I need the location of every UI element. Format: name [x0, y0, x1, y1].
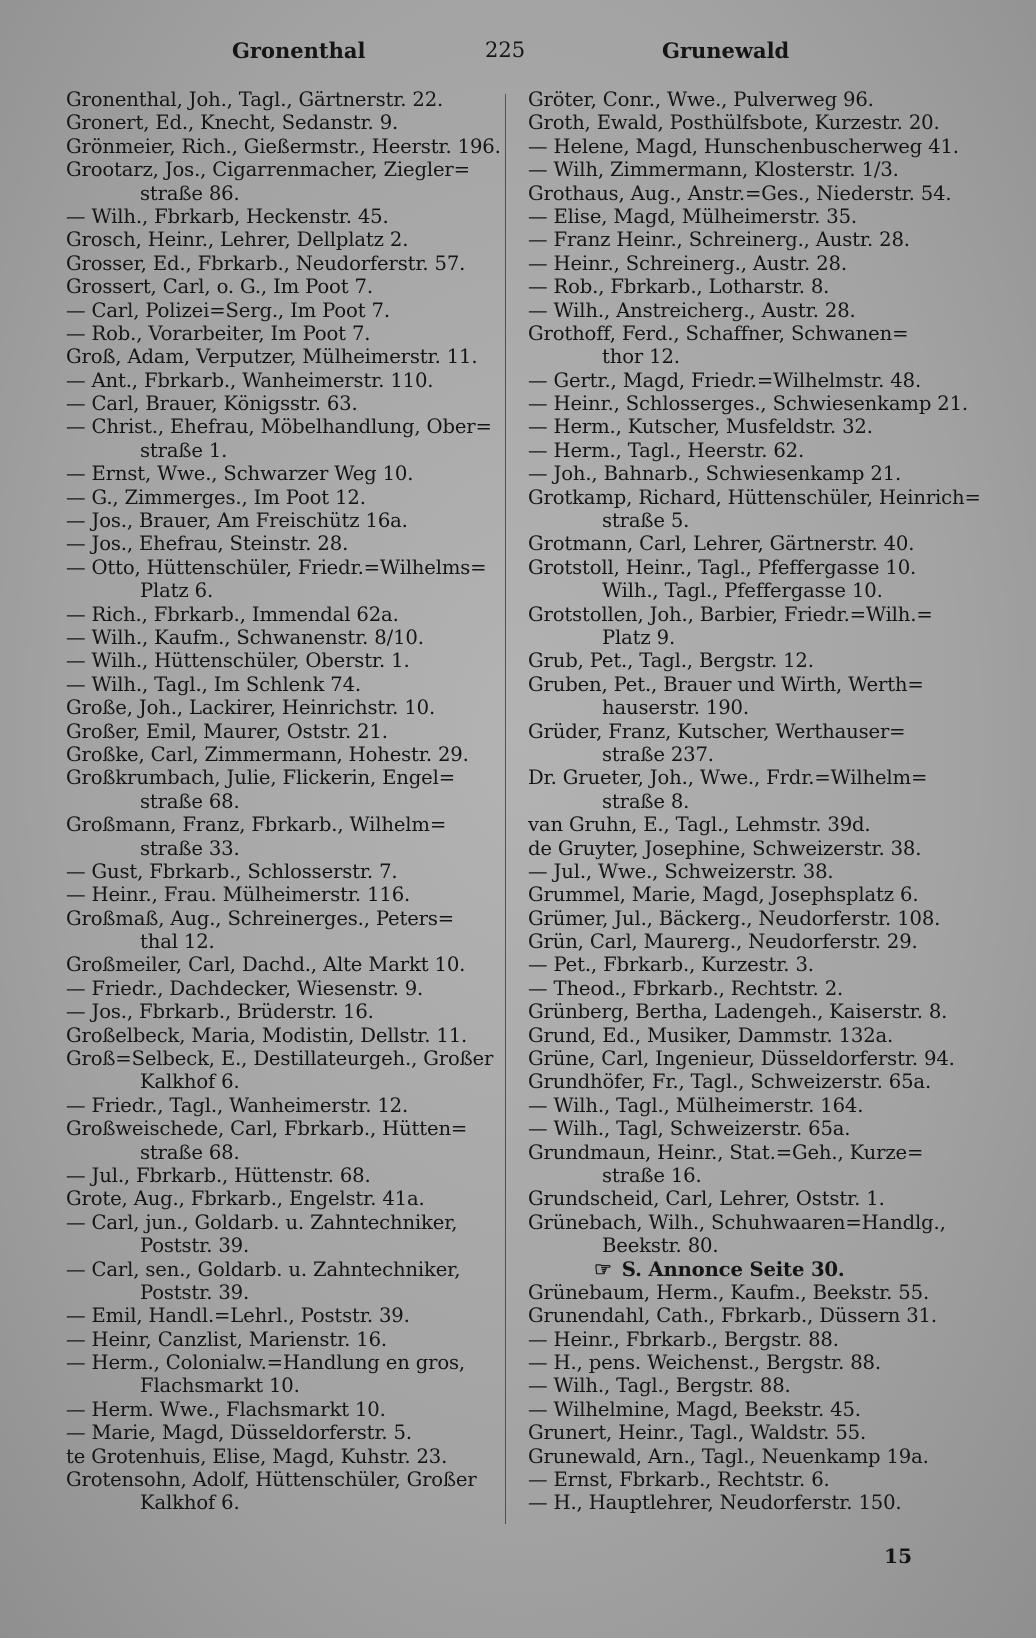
entry-text: Grüne, Carl, Ingenieur, Düsseldorferstr. 94.: [528, 1047, 955, 1071]
entry-text: straße 237.: [602, 742, 714, 766]
entry-text: Kalkhof 6.: [140, 1491, 240, 1515]
directory-entry-line: [528, 1070, 960, 1093]
entry-text: — Jos., Brauer, Am Freischütz 16a.: [66, 509, 408, 533]
entry-text: — Rob., Fbrkarb., Lotharstr. 8.: [528, 275, 830, 299]
entry-text: — Emil, Handl.=Lehrl., Poststr. 39.: [66, 1304, 410, 1328]
directory-entry-line: [528, 1304, 960, 1327]
directory-entry-line: [66, 1304, 498, 1327]
entry-text: thor 12.: [602, 345, 680, 369]
entry-text: — Carl, jun., Goldarb. u. Zahntechniker,: [66, 1210, 458, 1234]
entry-text: Gröter, Conr., Wwe., Pulverweg 96.: [528, 88, 874, 111]
directory-entry-line: [528, 1328, 960, 1351]
entry-text: — Rob., Vorarbeiter, Im Poot 7.: [66, 321, 371, 345]
entry-text: — Theod., Fbrkarb., Rechtstr. 2.: [528, 976, 844, 1000]
entry-text: — Jos., Ehefrau, Steinstr. 28.: [66, 532, 349, 556]
entry-text: Grub, Pet., Tagl., Bergstr. 12.: [528, 649, 814, 673]
entry-text: Grüder, Franz, Kutscher, Werthauser=: [528, 719, 906, 743]
directory-entry-line: [528, 837, 960, 860]
directory-entry-line: [66, 415, 498, 438]
directory-entry-line: [66, 790, 498, 813]
directory-entry-line: [66, 134, 501, 158]
entry-text: de Gruyter, Josephine, Schweizerstr. 38.: [528, 836, 922, 860]
directory-entry-line: [528, 1024, 960, 1047]
directory-entry-line: [528, 322, 960, 345]
directory-entry-line: [528, 860, 960, 883]
directory-entry-line: [66, 299, 498, 322]
directory-entry-line: [528, 953, 960, 976]
directory-entry-line: [66, 111, 498, 134]
directory-entry-line: [528, 345, 960, 368]
entry-text: — Heinr, Canzlist, Marienstr. 16.: [66, 1327, 387, 1351]
entry-text: — Gertr., Magd, Friedr.=Wilhelmstr. 48.: [528, 368, 922, 392]
entry-text: Grosser, Ed., Fbrkarb., Neudorferstr. 57.: [66, 251, 466, 275]
entry-text: Grunendahl, Cath., Fbrkarb., Düssern 31.: [528, 1304, 937, 1328]
directory-entry-line: [66, 462, 498, 485]
directory-entry-line: [66, 509, 498, 532]
directory-entry-line: [66, 673, 498, 696]
directory-entry-line: [528, 790, 960, 813]
entry-text: — H., pens. Weichenst., Bergstr. 88.: [528, 1351, 881, 1375]
directory-entry-line: [66, 930, 498, 953]
entry-text: Grund, Ed., Musiker, Dammstr. 132a.: [528, 1023, 894, 1047]
entry-text: — Joh., Bahnarb., Schwiesenkamp 21.: [528, 462, 902, 486]
directory-entry-line: [528, 649, 960, 672]
directory-entry-line: [66, 1421, 498, 1444]
directory-entry-line: [66, 743, 498, 766]
directory-entry-line: [66, 1164, 498, 1187]
entry-text: Grootarz, Jos., Cigarrenmacher, Ziegler=: [66, 158, 470, 182]
directory-entry-line: [528, 1164, 960, 1187]
entry-text: Flachsmarkt 10.: [140, 1374, 300, 1398]
directory-entry-line: [528, 439, 960, 462]
directory-entry-line: [528, 392, 969, 416]
directory-entry-line: [66, 1117, 498, 1140]
directory-entry-line: [66, 182, 498, 205]
entry-text: Grünebaum, Herm., Kaufm., Beekstr. 55.: [528, 1280, 930, 1304]
entry-text: Großmeiler, Carl, Dachd., Alte Markt 10.: [66, 953, 466, 977]
entry-text: — Ernst, Wwe., Schwarzer Weg 10.: [66, 462, 414, 486]
entry-text: — Wilh, Zimmermann, Klosterstr. 1/3.: [528, 158, 899, 182]
directory-entry-line: [66, 953, 498, 976]
entry-text: Großmann, Franz, Fbrkarb., Wilhelm=: [66, 813, 447, 837]
entry-text: — Jul., Wwe., Schweizerstr. 38.: [528, 859, 834, 883]
directory-entry-line: [66, 1024, 498, 1047]
entry-text: — Herm., Kutscher, Musfeldstr. 32.: [528, 415, 873, 439]
directory-entry-line: [66, 345, 498, 368]
entry-text: — Wilh., Fbrkarb, Heckenstr. 45.: [66, 204, 389, 228]
directory-entry-line: [66, 1211, 498, 1234]
directory-entry-line: [66, 1234, 498, 1257]
right-column: [528, 88, 981, 1515]
directory-entry-line: [528, 135, 960, 158]
directory-entry-line: [528, 1351, 960, 1374]
directory-entry-line: [66, 1187, 498, 1210]
entry-text: Beekstr. 80.: [602, 1234, 719, 1258]
directory-entry-line: [66, 603, 498, 626]
entry-text: — Wilh., Kaufm., Schwanenstr. 8/10.: [66, 625, 424, 649]
directory-entry-line: [66, 883, 498, 906]
entry-text: — Heinr., Schreinerg., Austr. 28.: [528, 251, 847, 275]
directory-entry-line: [66, 860, 498, 883]
directory-entry-line: [528, 1421, 960, 1444]
entry-text: Platz 9.: [602, 625, 676, 649]
entry-text: — Rich., Fbrkarb., Immendal 62a.: [66, 602, 399, 626]
entry-text: straße 33.: [140, 836, 240, 860]
directory-entry-line: [528, 626, 960, 649]
entry-text: Gruben, Pet., Brauer und Wirth, Werth=: [528, 672, 924, 696]
entry-text: Grunewald, Arn., Tagl., Neuenkamp 19a.: [528, 1444, 929, 1468]
directory-entry-line: [66, 158, 498, 181]
entry-text: Grummel, Marie, Magd, Josephsplatz 6.: [528, 883, 919, 907]
directory-entry-line: [528, 182, 960, 205]
entry-text: — Pet., Fbrkarb., Kurzestr. 3.: [528, 953, 814, 977]
directory-entry-line: [528, 1445, 960, 1468]
header-right-keyword: Grunewald: [662, 38, 790, 63]
entry-text: Grundscheid, Carl, Lehrer, Oststr. 1.: [528, 1187, 885, 1211]
entry-text: Grote, Aug., Fbrkarb., Engelstr. 41a.: [66, 1187, 425, 1211]
directory-entry-line: [66, 813, 498, 836]
directory-entry-line: [528, 1234, 960, 1257]
directory-entry-line: [66, 486, 498, 509]
sheet-signature: 15: [884, 1544, 912, 1568]
directory-entry-line: [66, 1468, 498, 1491]
directory-entry-line: [528, 369, 960, 392]
entry-text: — Wilh., Anstreicherg., Austr. 28.: [528, 298, 856, 322]
directory-entry-line: [528, 252, 960, 275]
entry-text: — Wilh., Hüttenschüler, Oberstr. 1.: [66, 649, 410, 673]
entry-text: Großkrumbach, Julie, Flickerin, Engel=: [66, 766, 455, 790]
entry-text: — Friedr., Dachdecker, Wiesenstr. 9.: [66, 976, 424, 1000]
directory-entry-line: [66, 1000, 498, 1023]
directory-entry-line: [528, 88, 960, 111]
directory-entry-line: [66, 579, 498, 602]
directory-entry-line: [528, 696, 960, 719]
entry-text: Grundhöfer, Fr., Tagl., Schweizerstr. 65a.: [528, 1070, 932, 1094]
directory-entry-line: [66, 1351, 498, 1374]
directory-entry-line: [528, 1000, 960, 1023]
directory-entry-line: [528, 603, 960, 626]
entry-text: — Wilh., Tagl., Im Schlenk 74.: [66, 672, 361, 696]
directory-entry-line: [66, 626, 498, 649]
directory-entry-line: [66, 322, 498, 345]
directory-entry-line: [66, 228, 498, 251]
entry-text: thal 12.: [140, 930, 215, 954]
directory-entry-line: [66, 392, 498, 415]
entry-text: — Helene, Magd, Hunschenbuscherweg 41.: [528, 134, 959, 158]
directory-entry-line: [66, 1070, 498, 1093]
entry-text: Grönmeier, Rich., Gießermstr., Heerstr. 196.: [66, 134, 501, 158]
entry-text: Grotkamp, Richard, Hüttenschüler, Heinrich=: [528, 485, 981, 509]
entry-text: — Elise, Magd, Mülheimerstr. 35.: [528, 204, 857, 228]
entry-text: Grümer, Jul., Bäckerg., Neudorferstr. 108.: [528, 906, 941, 930]
directory-entry-line: [66, 205, 498, 228]
directory-entry-line: [528, 556, 960, 579]
entry-text: — Carl, Polizei=Serg., Im Poot 7.: [66, 298, 390, 322]
directory-entry-line: [528, 1398, 960, 1421]
directory-entry-line: [528, 883, 960, 906]
entry-text: straße 86.: [140, 181, 240, 205]
entry-text: — Jul., Fbrkarb., Hüttenstr. 68.: [66, 1163, 371, 1187]
directory-entry-line: [66, 1258, 498, 1281]
entry-text: straße 5.: [602, 509, 690, 533]
entry-text: — Ernst, Fbrkarb., Rechtstr. 6.: [528, 1468, 830, 1492]
entry-text: hauserstr. 190.: [602, 696, 749, 720]
entry-text: van Gruhn, E., Tagl., Lehmstr. 39d.: [528, 813, 871, 837]
directory-entry-line: [66, 1491, 498, 1514]
entry-text: — Heinr., Schlosserges., Schwiesenkamp 21.: [528, 392, 969, 416]
entry-text: straße 68.: [140, 1140, 240, 1164]
directory-entry-line: [66, 1374, 498, 1397]
entry-text: straße 68.: [140, 789, 240, 813]
directory-entry-line: [66, 1047, 498, 1070]
directory-entry-line: [66, 1328, 498, 1351]
entry-text: — Friedr., Tagl., Wanheimerstr. 12.: [66, 1093, 409, 1117]
entry-text: — Herm., Colonialw.=Handlung en gros,: [66, 1351, 466, 1375]
entry-text: Großer, Emil, Maurer, Oststr. 21.: [66, 719, 388, 743]
entry-text: — Gust, Fbrkarb., Schlosserstr. 7.: [66, 859, 398, 883]
directory-entry-line: [66, 532, 498, 555]
directory-entry-line: [66, 649, 498, 672]
entry-text: Kalkhof 6.: [140, 1070, 240, 1094]
directory-entry-line: [528, 228, 960, 251]
directory-entry-line: [528, 532, 960, 555]
left-column: [66, 88, 501, 1515]
header-left-keyword: Gronenthal: [232, 38, 366, 63]
entry-text: Grundmaun, Heinr., Stat.=Geh., Kurze=: [528, 1140, 924, 1164]
directory-entry-line: [528, 111, 960, 134]
directory-entry-line: [66, 439, 498, 462]
entry-text: — Heinr., Fbrkarb., Bergstr. 88.: [528, 1327, 839, 1351]
directory-entry-line: [528, 1211, 960, 1234]
entry-text: Großelbeck, Maria, Modistin, Dellstr. 11.: [66, 1023, 468, 1047]
directory-entry-line: [528, 1491, 960, 1514]
entry-text: — Wilh., Tagl, Schweizerstr. 65a.: [528, 1117, 851, 1141]
entry-text: — Herm. Wwe., Flachsmarkt 10.: [66, 1397, 386, 1421]
directory-entry-line: [528, 1468, 960, 1491]
directory-entry-line: [528, 205, 960, 228]
directory-entry-line: [528, 158, 960, 181]
entry-text: — Wilh., Tagl., Bergstr. 88.: [528, 1374, 791, 1398]
directory-entry-line: [66, 696, 498, 719]
directory-entry-line: [528, 275, 960, 298]
entry-text: Grothoff, Ferd., Schaffner, Schwanen=: [528, 321, 909, 345]
directory-entry-line: [528, 462, 960, 485]
directory-entry-line: [528, 743, 960, 766]
entry-text: Grünebach, Wilh., Schuhwaaren=Handlg.,: [528, 1210, 946, 1234]
directory-entry-line: [66, 1281, 498, 1304]
entry-text: — Herm., Tagl., Heerstr. 62.: [528, 438, 805, 462]
directory-entry-line: [528, 485, 981, 509]
directory-entry-line: [528, 813, 960, 836]
entry-text: — Marie, Magd, Düsseldorferstr. 5.: [66, 1421, 412, 1445]
directory-entry-line: [528, 673, 960, 696]
entry-text: Grossert, Carl, o. G., Im Poot 7.: [66, 275, 373, 299]
directory-entry-line: [528, 1047, 960, 1070]
entry-text: — Christ., Ehefrau, Möbelhandlung, Ober=: [66, 415, 492, 439]
directory-entry-line: [528, 1374, 960, 1397]
entry-text: Großke, Carl, Zimmermann, Hohestr. 29.: [66, 742, 469, 766]
entry-text: — G., Zimmerges., Im Poot 12.: [66, 485, 366, 509]
directory-entry-line: [66, 1398, 498, 1421]
directory-entry-line: [528, 907, 960, 930]
directory-entry-line: [66, 556, 498, 579]
directory-entry-line: [528, 415, 960, 438]
directory-entry-line: [528, 930, 960, 953]
entry-text: Großmaß, Aug., Schreinerges., Peters=: [66, 906, 455, 930]
entry-text: Grotmann, Carl, Lehrer, Gärtnerstr. 40.: [528, 532, 915, 556]
entry-text: Große, Joh., Lackirer, Heinrichstr. 10.: [66, 696, 436, 720]
directory-entry-line: [528, 1187, 960, 1210]
column-divider: [505, 94, 506, 1524]
entry-text: — Carl, sen., Goldarb. u. Zahntechniker,: [66, 1257, 461, 1281]
directory-entry-line: [528, 299, 960, 322]
directory-entry-line: [528, 579, 960, 602]
directory-entry-line: [66, 1445, 498, 1468]
entry-text: — Wilhelmine, Magd, Beekstr. 45.: [528, 1397, 861, 1421]
entry-text: Grothaus, Aug., Anstr.=Ges., Niederstr. 54.: [528, 181, 952, 205]
directory-entry-line: [528, 1281, 960, 1304]
entry-text: Groth, Ewald, Posthülfsbote, Kurzestr. 20.: [528, 111, 940, 135]
directory-entry-line: [66, 369, 498, 392]
entry-text: — Franz Heinr., Schreinerg., Austr. 28.: [528, 228, 910, 252]
entry-text: straße 1.: [140, 438, 228, 462]
entry-text: straße 16.: [602, 1163, 702, 1187]
entry-text: Grunert, Heinr., Tagl., Waldstr. 55.: [528, 1421, 867, 1445]
entry-text: — Ant., Fbrkarb., Wanheimerstr. 110.: [66, 368, 434, 392]
annonce-reference: [528, 1258, 960, 1281]
entry-text: — H., Hauptlehrer, Neudorferstr. 150.: [528, 1491, 902, 1515]
entry-text: Grün, Carl, Maurerg., Neudorferstr. 29.: [528, 930, 918, 954]
directory-entry-line: [66, 252, 498, 275]
directory-entry-line: [66, 977, 498, 1000]
directory-entry-line: [66, 1094, 498, 1117]
pointing-hand-icon: ☞: [594, 1256, 612, 1281]
directory-entry-line: [66, 907, 498, 930]
entry-text: Großweischede, Carl, Fbrkarb., Hütten=: [66, 1117, 468, 1141]
entry-text: Platz 6.: [140, 579, 214, 603]
directory-entry-line: [528, 977, 960, 1000]
entry-text: — Otto, Hüttenschüler, Friedr.=Wilhelms=: [66, 555, 487, 579]
entry-text: Gronenthal, Joh., Tagl., Gärtnerstr. 22.: [66, 88, 444, 111]
entry-text: Grünberg, Bertha, Ladengeh., Kaiserstr. 8.: [528, 1000, 948, 1024]
entry-text: Grotensohn, Adolf, Hüttenschüler, Großer: [66, 1468, 477, 1492]
directory-entry-line: [66, 720, 498, 743]
entry-text: S. Annonce Seite 30.: [621, 1257, 845, 1281]
entry-text: Grotstollen, Joh., Barbier, Friedr.=Wilh.=: [528, 602, 933, 626]
directory-entry-line: [528, 1117, 960, 1140]
entry-text: straße 8.: [602, 789, 690, 813]
entry-text: Gronert, Ed., Knecht, Sedanstr. 9.: [66, 111, 399, 135]
directory-entry-line: [528, 1094, 960, 1117]
entry-text: Wilh., Tagl., Pfeffergasse 10.: [602, 579, 883, 603]
page-header: [0, 34, 1036, 74]
directory-entry-line: [66, 766, 498, 789]
entry-text: Groß, Adam, Verputzer, Mülheimerstr. 11.: [66, 345, 478, 369]
entry-text: — Jos., Fbrkarb., Brüderstr. 16.: [66, 1000, 374, 1024]
entry-text: Grosch, Heinr., Lehrer, Dellplatz 2.: [66, 228, 409, 252]
entry-text: — Heinr., Frau. Mülheimerstr. 116.: [66, 883, 411, 907]
entry-text: — Carl, Brauer, Königsstr. 63.: [66, 392, 358, 416]
directory-entry-line: [66, 837, 498, 860]
entry-text: te Grotenhuis, Elise, Magd, Kuhstr. 23.: [66, 1444, 448, 1468]
directory-entry-line: [66, 1141, 498, 1164]
directory-entry-line: [528, 509, 960, 532]
entry-text: Dr. Grueter, Joh., Wwe., Frdr.=Wilhelm=: [528, 766, 928, 790]
directory-entry-line: [66, 88, 498, 111]
directory-entry-line: [528, 720, 960, 743]
entry-text: Poststr. 39.: [140, 1234, 250, 1258]
entry-text: Poststr. 39.: [140, 1280, 250, 1304]
directory-entry-line: [66, 275, 498, 298]
entry-text: Grotstoll, Heinr., Tagl., Pfeffergasse 10.: [528, 555, 917, 579]
directory-entry-line: [528, 766, 960, 789]
entry-text: — Wilh., Tagl., Mülheimerstr. 164.: [528, 1093, 864, 1117]
page-number: 225: [485, 38, 526, 62]
directory-entry-line: [528, 1141, 960, 1164]
entry-text: Groß=Selbeck, E., Destillateurgeh., Großer: [66, 1047, 494, 1071]
